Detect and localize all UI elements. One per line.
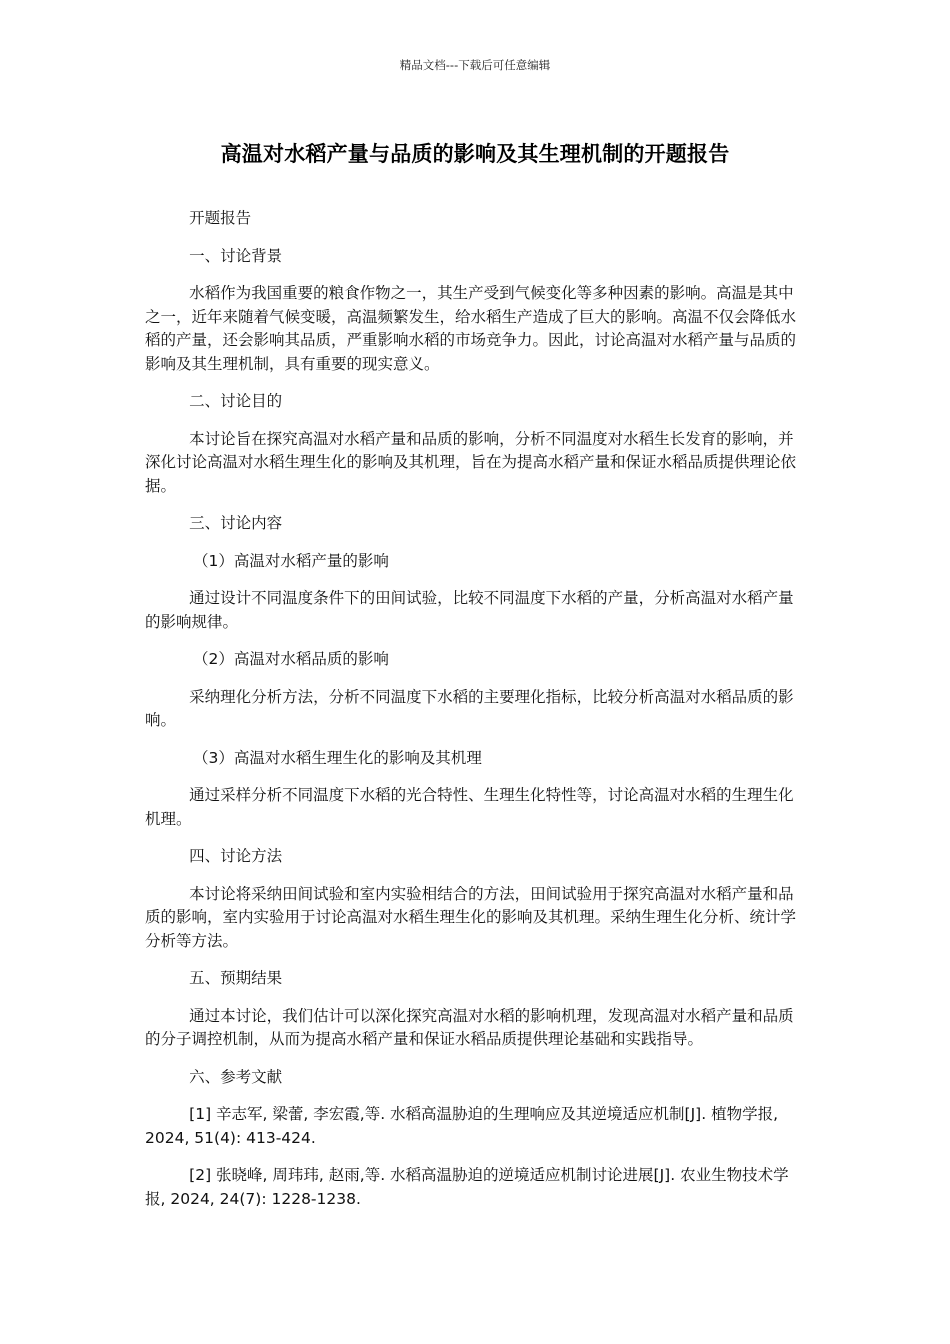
body-paragraph: 本讨论旨在探究高温对水稻产量和品质的影响，分析不同温度对水稻生长发育的影响，并深化讨论高温对水稻生理生化的影响及其机理，旨在为提高水稻产量和保证水稻品质提供理论依据。 xyxy=(145,429,797,495)
section-heading: 四、讨论方法 xyxy=(189,847,283,865)
document-body xyxy=(145,207,807,1225)
section-heading: 六、参考文献 xyxy=(189,1067,283,1086)
body-paragraph: 通过采样分析不同温度下水稻的光合特性、生理生化特性等，讨论高温对水稻的生理生化机理。 xyxy=(145,786,794,828)
body-paragraph: 采纳理化分析方法，分析不同温度下水稻的主要理化指标，比较分析高温对水稻品质的影响。 xyxy=(145,687,794,729)
body-paragraph: 通过本讨论，我们估计可以深化探究高温对水稻的影响机理，发现高温对水稻产量和品质的分子调控机制，从而为提高水稻产量和保证水稻品质提供理论基础和实践指导。 xyxy=(145,1006,794,1048)
page-header: 精品文档---下载后可任意编辑 xyxy=(399,58,551,72)
subsection-heading: （2）高温对水稻品质的影响 xyxy=(193,650,389,668)
body-paragraph: 通过设计不同温度条件下的田间试验，比较不同温度下水稻的产量，分析高温对水稻产量的影响规律。 xyxy=(145,589,794,631)
reference-entry: [2] 张晓峰, 周玮玮, 赵雨,等. 水稻高温胁迫的逆境适应机制讨论进展[J]. 农业生物技术学报, 2024, 24(7): 1228-1238. xyxy=(145,1166,789,1208)
body-paragraph: 本讨论将采纳田间试验和室内实验相结合的方法，田间试验用于探究高温对水稻产量和品质的影响，室内实验用于讨论高温对水稻生理生化的影响及其机理。采纳生理生化分析、统计学分析等方法。 xyxy=(145,884,797,950)
subsection-heading: （1）高温对水稻产量的影响 xyxy=(193,551,389,570)
document-title: 高温对水稻产量与品质的影响及其生理机制的开题报告 xyxy=(220,142,730,166)
section-heading: 开题报告 xyxy=(189,209,252,227)
section-heading: 五、预期结果 xyxy=(189,969,283,987)
section-heading: 一、讨论背景 xyxy=(189,246,283,265)
section-heading: 二、讨论目的 xyxy=(189,392,283,410)
reference-entry: [1] 辛志军, 梁蕾, 李宏霞,等. 水稻高温胁迫的生理响应及其逆境适应机制[J]. 植物学报, 2024, 51(4): 413-424. xyxy=(145,1105,778,1147)
subsection-heading: （3）高温对水稻生理生化的影响及其机理 xyxy=(193,748,482,767)
section-heading: 三、讨论内容 xyxy=(189,514,283,532)
body-paragraph: 水稻作为我国重要的粮食作物之一，其生产受到气候变化等多种因素的影响。高温是其中之一，近年来随着气候变暖，高温频繁发生，给水稻生产造成了巨大的影响。高温不仅会降低水稻的产量，还会影响其品质，严重影响水稻的市场竞争力。因此，讨论高温对水稻产量与品质的影响及其生理机制，具有重要的现实意义。 xyxy=(145,284,797,373)
